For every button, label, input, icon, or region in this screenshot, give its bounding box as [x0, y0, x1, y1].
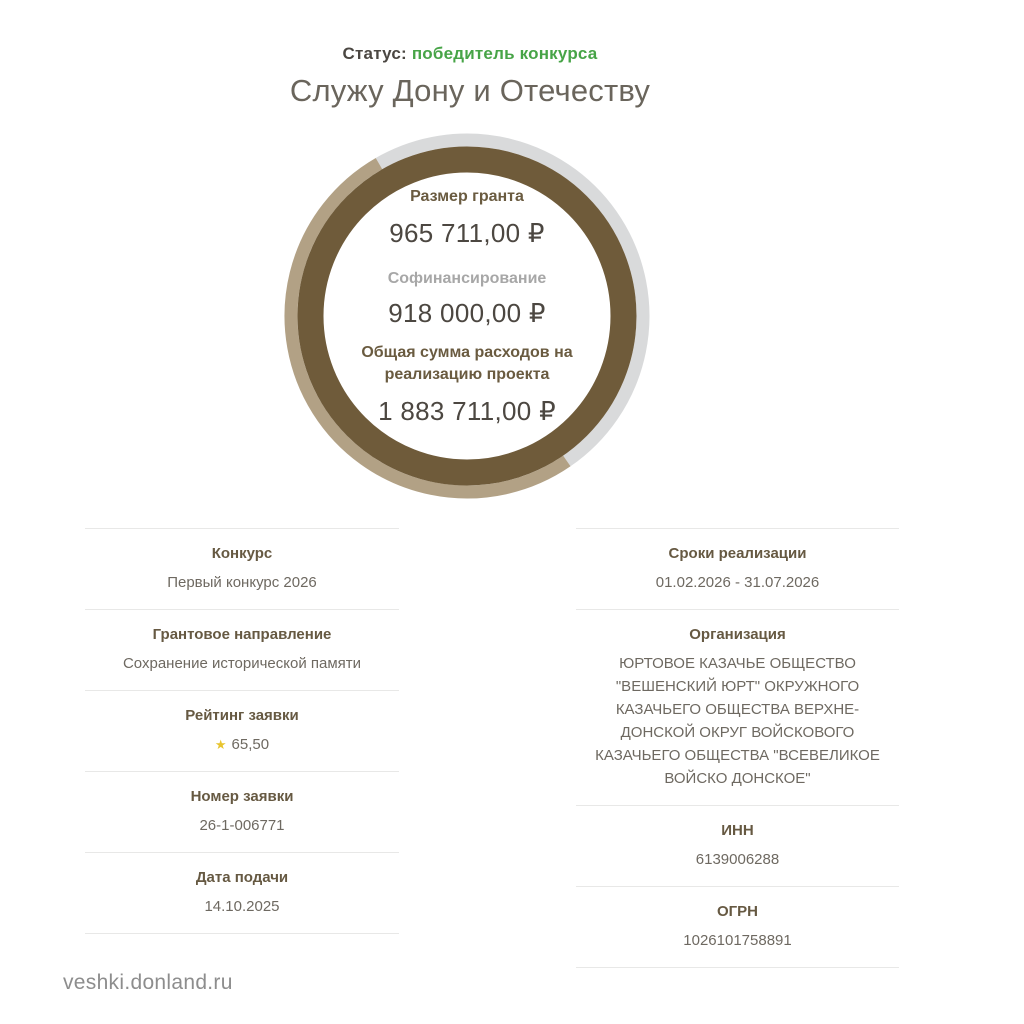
status-line [0, 44, 940, 64]
info-label: ОГРН [716, 903, 758, 920]
info-block [576, 528, 899, 609]
info-block [85, 609, 399, 690]
funding-donut-chart [284, 133, 650, 499]
cofinancing-value: 918 000,00 ₽ [388, 298, 546, 328]
info-value-text: 65,50 [231, 736, 270, 753]
project-details-left-column [85, 528, 399, 934]
info-value [580, 929, 895, 952]
info-block [85, 528, 399, 609]
page-title: Служу Дону и Отечеству [289, 73, 651, 108]
info-value-text: 01.02.2026 - 31.07.2026 [655, 574, 820, 591]
info-label: Грантовое направление [152, 626, 332, 643]
info-value [89, 652, 395, 675]
info-block [85, 852, 399, 934]
info-block [576, 886, 899, 968]
info-block [85, 690, 399, 771]
info-value [89, 571, 395, 594]
status-value: победитель конкурса [411, 44, 598, 63]
grant-size-label: Размер гранта [410, 188, 524, 205]
info-value-text: 14.10.2025 [204, 898, 280, 915]
info-label: Рейтинг заявки [185, 707, 299, 724]
info-value [580, 652, 895, 790]
total-expenses-value: 1 883 711,00 ₽ [378, 396, 556, 426]
info-label: Конкурс [211, 545, 273, 562]
info-label: Сроки реализации [668, 545, 807, 562]
info-value [89, 814, 395, 837]
info-value [89, 733, 395, 756]
info-block [576, 805, 899, 886]
total-expenses-label: Общая сумма расходов на реализацию проекта [361, 344, 573, 383]
grant-size-value: 965 711,00 ₽ [389, 218, 545, 248]
info-label: ИНН [721, 822, 754, 839]
info-label: Дата подачи [195, 869, 289, 886]
status-label: Статус: [342, 44, 407, 63]
cofinancing-label: Софинансирование [387, 270, 547, 287]
info-block [576, 609, 899, 805]
star-icon: ★ [214, 737, 227, 752]
info-value-text: Сохранение исторической памяти [122, 655, 362, 672]
info-value [580, 571, 895, 594]
site-watermark: veshki.donland.ru [63, 971, 233, 994]
info-label: Номер заявки [190, 788, 294, 805]
page-header [0, 44, 940, 109]
info-value [580, 848, 895, 871]
info-label: Организация [689, 626, 786, 643]
info-value-text: Первый конкурс 2026 [167, 574, 317, 591]
info-value-text: 26-1-006771 [199, 817, 285, 834]
info-block [85, 771, 399, 852]
project-details-right-column [576, 528, 899, 968]
info-value-text: ЮРТОВОЕ КАЗАЧЬЕ ОБЩЕСТВО "ВЕШЕНСКИЙ ЮРТ" ОКРУЖНОГО КАЗАЧЬЕГО ОБЩЕСТВА ВЕРХНЕ-ДОНСКОЙ ОКРУГ ВОЙСКОВОГО КАЗАЧЬЕГО ОБЩЕСТВА "ВСЕВЕЛИКОЕ ВОЙСКО ДОНСКОЕ" [595, 655, 880, 787]
info-value [89, 895, 395, 918]
info-value-text: 6139006288 [695, 851, 780, 868]
info-value-text: 1026101758891 [683, 932, 792, 949]
donut-center-text [284, 133, 650, 499]
